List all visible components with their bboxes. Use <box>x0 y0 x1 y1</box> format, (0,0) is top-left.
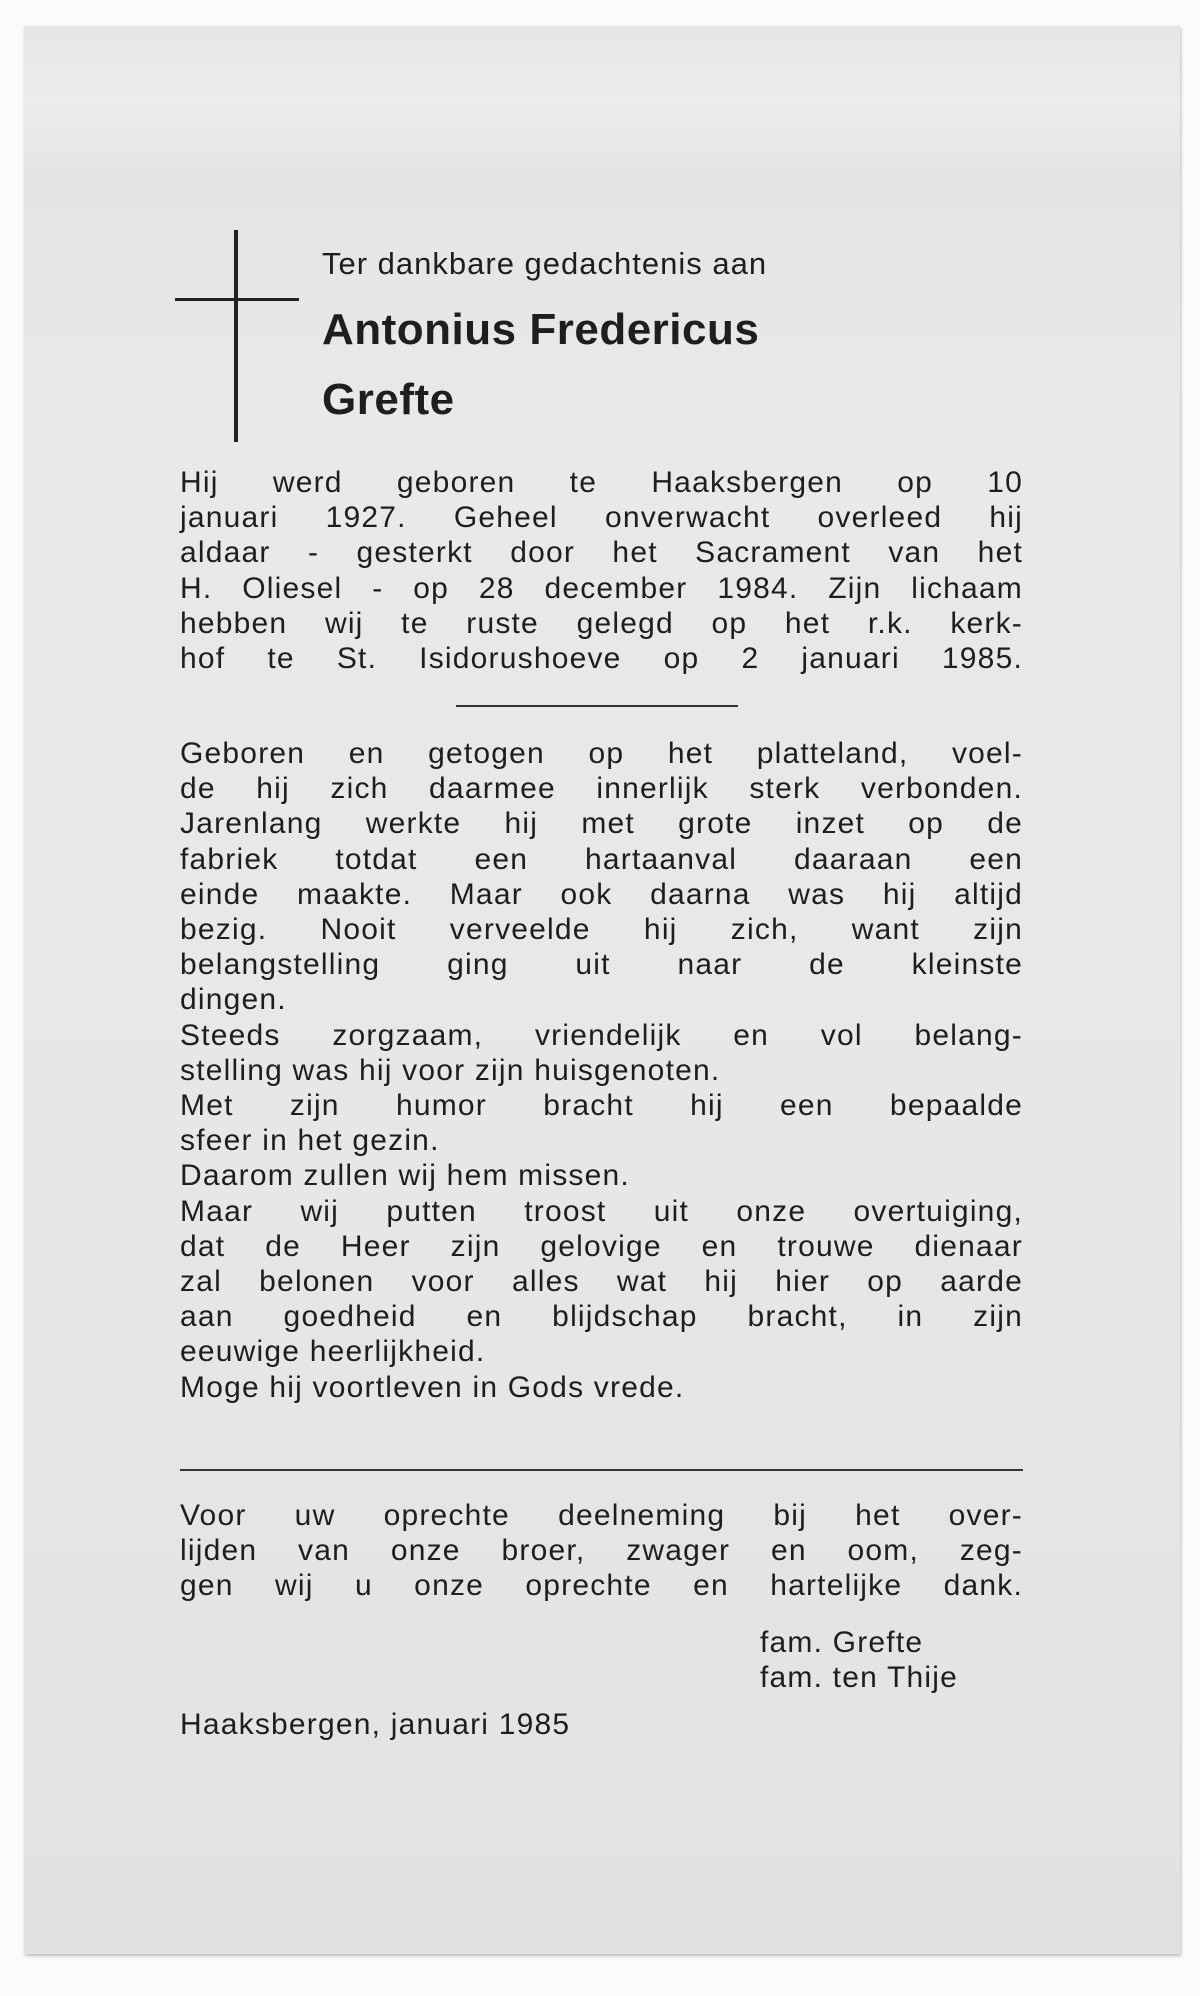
text-line: belangstelling ging uit naar de kleinste <box>180 948 1023 982</box>
text-line: Daarom zullen wij hem missen. <box>180 1159 630 1193</box>
signature-grefte: fam. Grefte <box>760 1626 924 1659</box>
text-line: Maar wij putten troost uit onze overtuiging, <box>180 1194 1023 1228</box>
text-line: H. Oliesel - op 28 december 1984. Zijn lichaam <box>180 571 1023 605</box>
signature-ten-thije: fam. ten Thije <box>760 1661 959 1694</box>
cross-icon-bar <box>175 298 299 301</box>
text-line: eeuwige heerlijkheid. <box>180 1335 486 1369</box>
text-line: Steeds zorgzaam, vriendelijk en vol belang- <box>180 1018 1023 1052</box>
place-date: Haaksbergen, januari 1985 <box>180 1708 571 1741</box>
text-line: bezig. Nooit verveelde hij zich, want zijn <box>180 913 1023 946</box>
text-line: Jarenlang werkte hij met grote inzet op de <box>180 807 1023 841</box>
text-line: hof te St. Isidorushoeve op 2 januari 1985. <box>180 642 1023 675</box>
text-line: aldaar - gesterkt door het Sacrament van het <box>180 536 1023 570</box>
text-line: januari 1927. Geheel onverwacht overleed hij <box>180 501 1023 535</box>
text-line: einde maakte. Maar ook daarna was hij altijd <box>180 877 1023 911</box>
text-line: Hij werd geboren te Haaksbergen op 10 <box>180 466 1023 499</box>
text-line: sfeer in het gezin. <box>180 1124 440 1158</box>
divider-short <box>456 705 738 707</box>
text-line: dingen. <box>180 983 287 1017</box>
text-line: stelling was hij voor zijn huisgenoten. <box>180 1053 721 1087</box>
text-line: lijden van onze broer, zwager en oom, zeg- <box>180 1534 1023 1568</box>
text-line: fabriek totdat een hartaanval daaraan een <box>180 842 1023 876</box>
text-line: zal belonen voor alles wat hij hier op aarde <box>180 1265 1023 1298</box>
intro-text: Ter dankbare gedachtenis aan <box>322 246 768 281</box>
text-line: Met zijn humor bracht hij een bepaalde <box>180 1089 1023 1122</box>
text-line: Voor uw oprechte deelneming bij het over- <box>180 1499 1023 1532</box>
text-line: de hij zich daarmee innerlijk sterk verbonden. <box>180 772 1023 806</box>
deceased-name: Antonius Fredericus <box>322 305 760 354</box>
text-line: gen wij u onze oprechte en hartelijke dank. <box>180 1569 1023 1603</box>
text-line: aan goedheid en blijdschap bracht, in zijn <box>180 1300 1023 1334</box>
text-line: Geboren en getogen op het platteland, voel- <box>180 737 1023 770</box>
text-line: Moge hij voortleven in Gods vrede. <box>180 1370 685 1404</box>
deceased-surname: Grefte <box>322 375 455 424</box>
divider-long <box>180 1469 1023 1471</box>
text-line: dat de Heer zijn gelovige en trouwe dienaar <box>180 1229 1023 1263</box>
cross-icon <box>234 230 238 442</box>
text-line: hebben wij te ruste gelegd op het r.k. kerk- <box>180 606 1023 640</box>
